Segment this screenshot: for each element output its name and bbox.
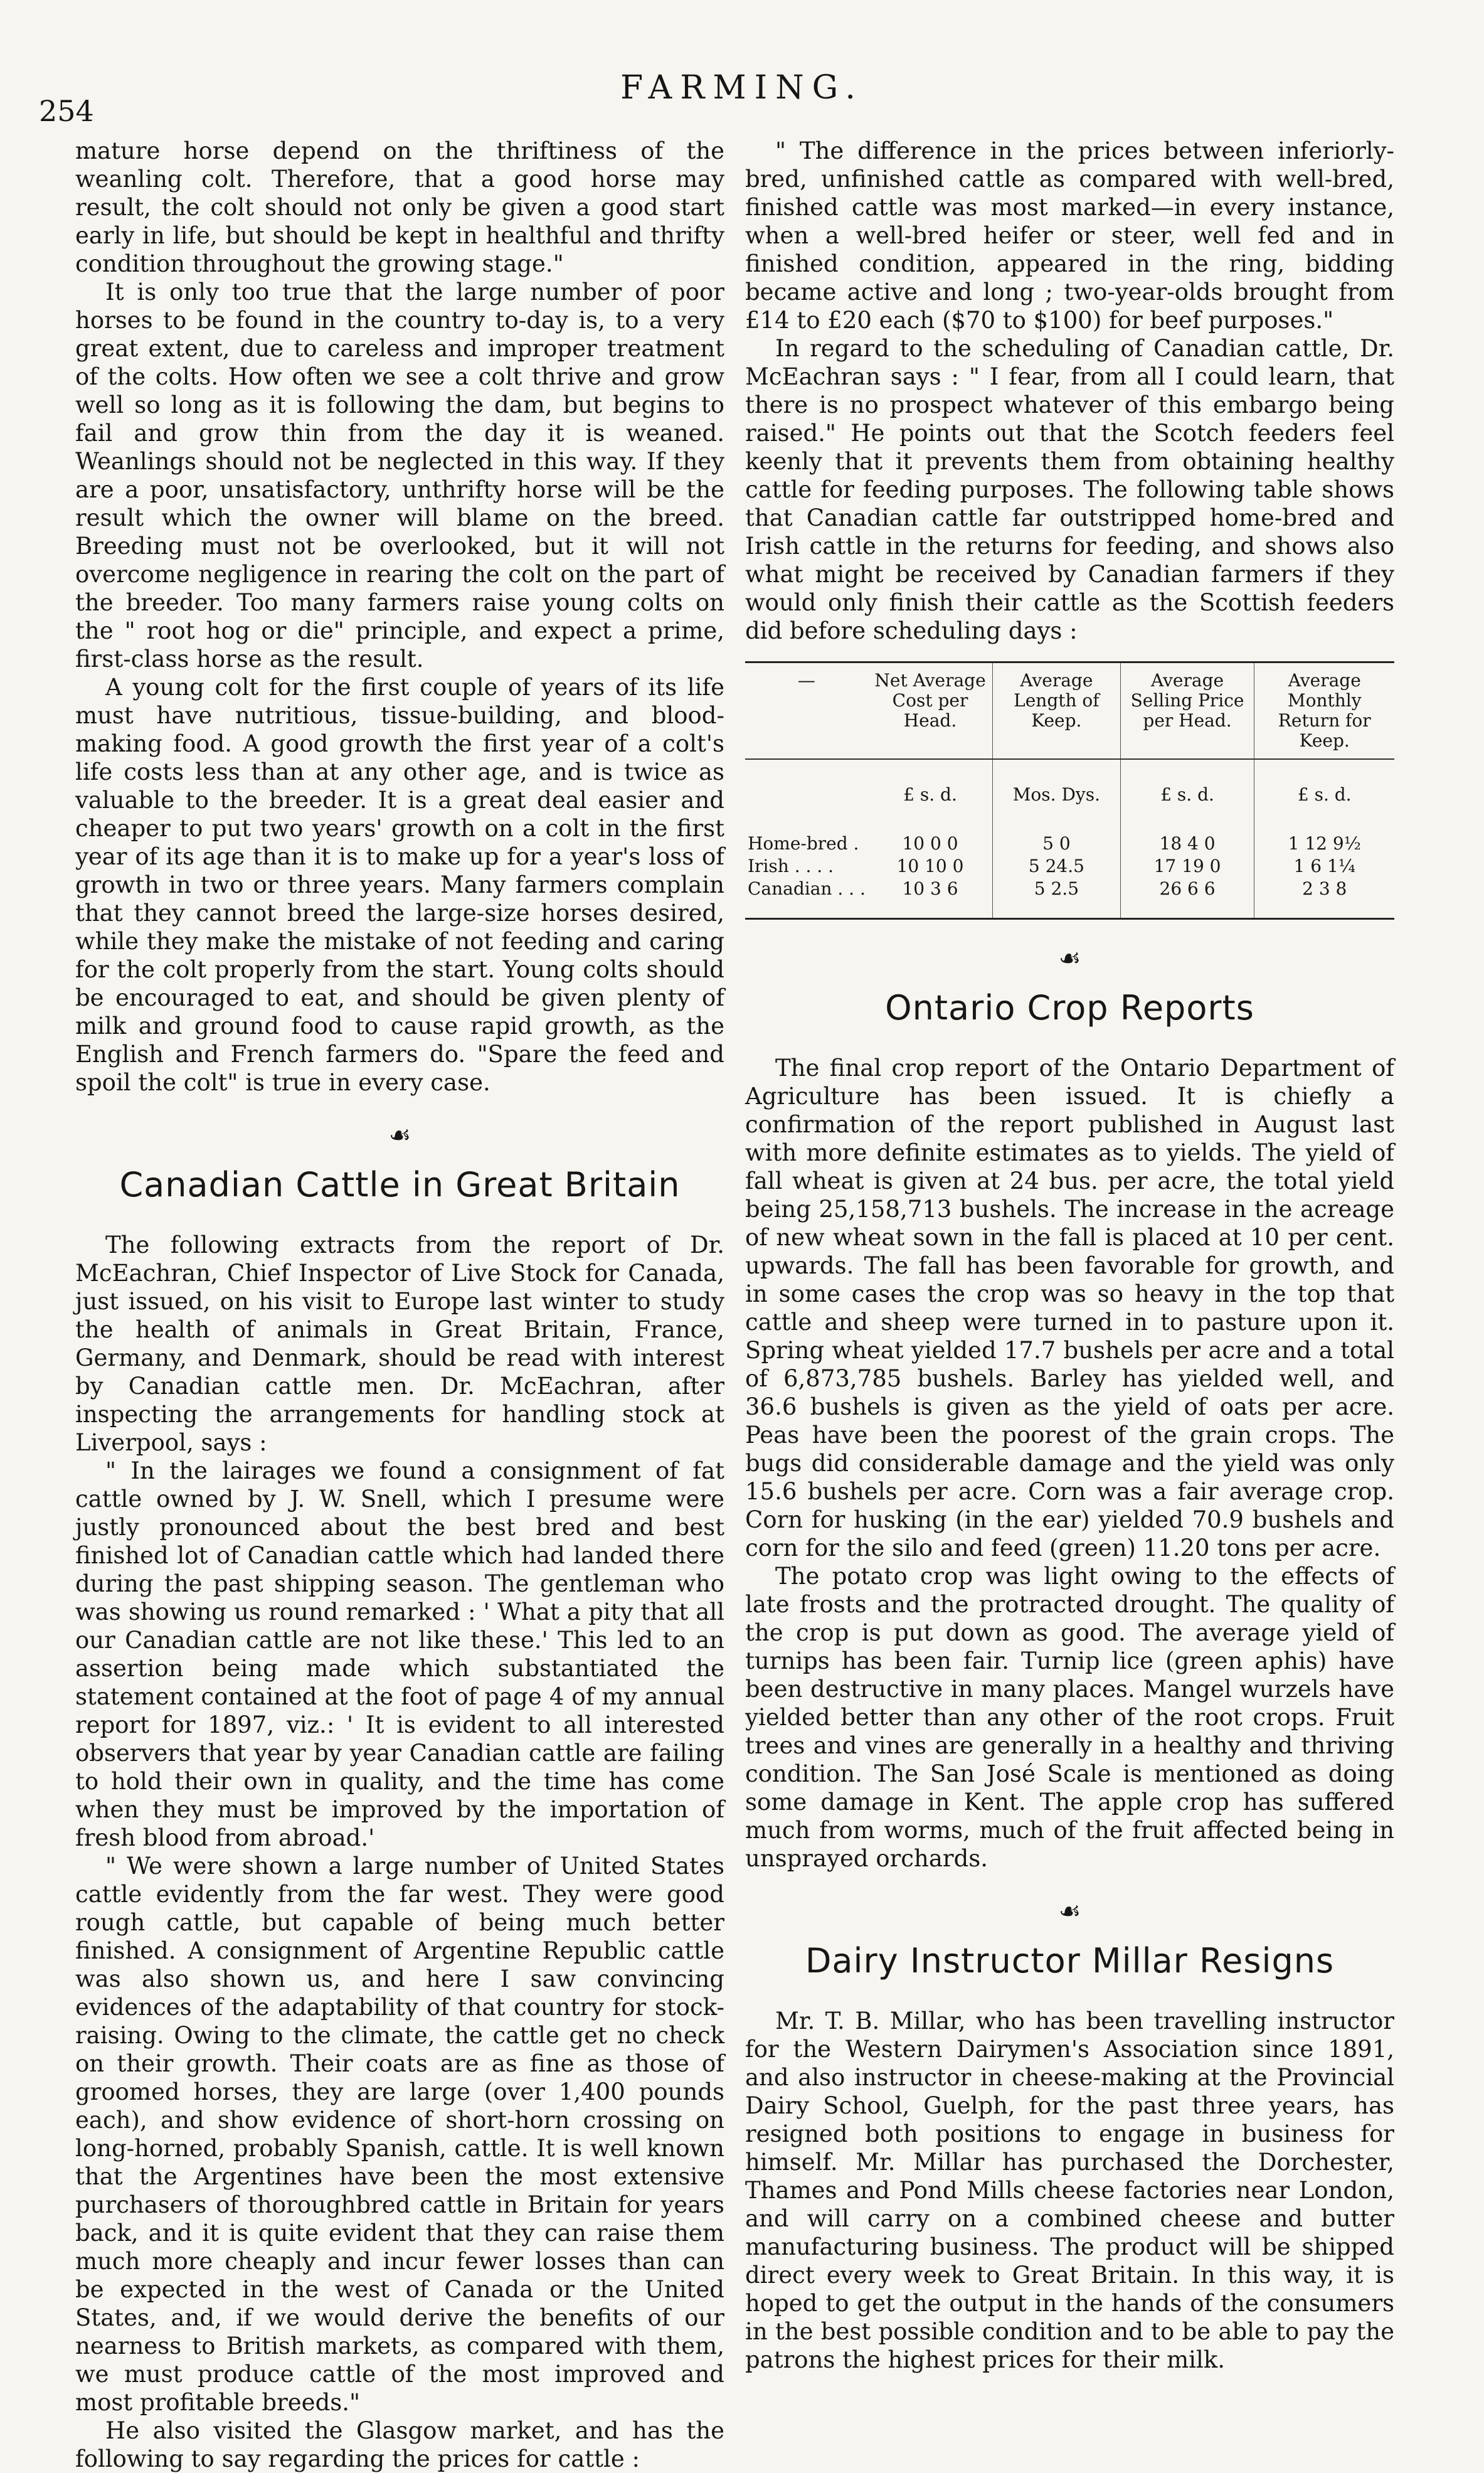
table-cell: £ s. d.	[1120, 759, 1254, 832]
page-number: 254	[39, 94, 94, 128]
section-title-dairy-instructor: Dairy Instructor Millar Resigns	[805, 1941, 1335, 1981]
paragraph: " The difference in the prices between inferiorly-bred, unfinished cattle as compared with well-bred, finished cattle was most marked—in every instance, when a well-bred heifer or steer, well fed and in finished condition, appeared in the ring, bidding became active and long ; two-year-olds brought from £14 to £20 each ($70 to $100) for beef purposes."	[745, 137, 1394, 334]
table-header-row	[745, 662, 1394, 760]
table-row	[745, 832, 1394, 855]
ornament-icon: ☙	[388, 1121, 411, 1150]
table-cell	[745, 759, 868, 832]
table-cell: £ s. d.	[1254, 759, 1394, 832]
paragraph: The following extracts from the report of Dr. McEachran, Chief Inspector of Live Stock for Canada, just issued, on his visit to Europe last winter to study the health of animals in Great Britain, France, Germany, and Denmark, should be read with interest by Canadian cattle men. Dr. McEachran, after inspecting the arrangements for handling stock at Liverpool, says :	[75, 1231, 724, 1456]
table-cell: 2 3 8	[1254, 878, 1394, 919]
table-cell: 5 0	[993, 832, 1120, 855]
table-row	[745, 855, 1394, 878]
table-cell: 10 3 6	[902, 878, 958, 899]
table-row	[745, 878, 1394, 919]
section-title-canadian-cattle: Canadian Cattle in Great Britain	[119, 1165, 681, 1205]
table-cell: 1 6 1¼	[1254, 855, 1394, 878]
table-cell: Home-bred .	[748, 833, 859, 854]
paragraph: The potato crop was light owing to the effects of late frosts and the protracted drought. The quality of the crop is put down as good. The average yield of turnips has been fair. Turnip lice (green aphis) have been destructive in many places. Mangel wurzels have yielded better than any other of the root crops. Fruit trees and vines are generally in a healthy and thriving condition. The San José Scale is mentioned as doing some damage in Kent. The apple crop has suffered much from worms, much of the fruit affected being in unsprayed orchards.	[745, 1563, 1394, 1872]
paragraph: The final crop report of the Ontario Department of Agriculture has been issued. It is chiefly a confirmation of the report published in August last with more definite estimates as to yields. The yield of fall wheat is given at 24 bus. per acre, the total yield being 25,158,713 bushels. The increase in the acreage of new wheat sown in the fall is placed at 10 per cent. upwards. The fall has been favorable for growth, and in some cases the crop was so heavy in the top that cattle and sheep were turned in to pasture upon it. Spring wheat yielded 17.7 bushels per acre and a total of 6,873,785 bushels. Barley has yielded well, and 36.6 bushels is given as the yield of oats per acre. Peas have been the poorest of the grain crops. The bugs did considerable damage and the yield was only 15.6 bushels per acre. Corn was a fair average crop. Corn for husking (in the ear) yielded 70.9 bushels and corn for the silo and feed (green) 11.20 tons per acre.	[745, 1055, 1394, 1561]
table-cell: Canadian . . .	[748, 878, 866, 899]
paragraph: He also visited the Glasgow market, and has the following to say regarding the prices for cattle :	[75, 2417, 724, 2472]
paragraph: " In the lairages we found a consignment of fat cattle owned by J. W. Snell, which I presume were justly pronounced about the best bred and best finished lot of Canadian cattle which had landed there during the past shipping season. The gentleman who was showing us round remarked : ' What a pity that all our Canadian cattle are not like these.' This led to an assertion being made which substantiated the statement contained at the foot of page 4 of my annual report for 1897, viz.: ' It is evident to all interested observers that year by year Canadian cattle are failing to hold their own in quality, and the time has come when they must be improved by the importation of fresh blood from abroad.'	[75, 1457, 724, 1851]
paragraph: Mr. T. B. Millar, who has been travelling instructor for the Western Dairymen's Association since 1891, and also instructor in cheese-making at the Provincial Dairy School, Guelph, for the past three years, has resigned both positions to engage in business for himself. Mr. Millar has purchased the Dorchester, Thames and Pond Mills cheese factories near London, and will carry on a combined cheese and butter manufacturing business. The product will be shipped direct every week to Great Britain. In this way, it is hoped to get the output in the hands of the consumers in the best possible condition and to be able to pay the patrons the highest prices for their milk.	[745, 2008, 1394, 2373]
table-header: Average Length of Keep.	[993, 662, 1120, 760]
paragraph: mature horse depend on the thriftiness of the weanling colt. Therefore, that a good horse may result, the colt should not only be given a good start early in life, but should be kept in healthful and thrifty condition throughout the growing stage."	[75, 137, 724, 277]
cattle-returns-table	[745, 661, 1394, 920]
paragraph: It is only too true that the large number of poor horses to be found in the country to-day is, to a very great extent, due to careless and improper treatment of the colts. How often we see a colt thrive and grow well so long as it is following the dam, but begins to fail and grow thin from the day it is weaned. Weanlings should not be neglected in this way. If they are a poor, unsatisfactory, unthrifty horse will be the result which the owner will blame on the breed. Breeding must not be overlooked, but it will not overcome negligence in rearing the colt on the part of the breeder. Too many farmers raise young colts on the " root hog or die" principle, and expect a prime, first-class horse as the result.	[75, 279, 724, 673]
running-title: FARMING.	[620, 69, 864, 107]
table-header: Average Selling Price per Head.	[1120, 662, 1254, 760]
table-cell: 26 6 6	[1120, 878, 1254, 919]
table-cell: 1 12 9½	[1254, 832, 1394, 855]
paragraph: " We were shown a large number of United States cattle evidently from the far west. They were good rough cattle, but capable of being much better finished. A consignment of Argentine Republic cattle was also shown us, and here I saw convincing evidences of the adaptability of that country for stock-raising. Owing to the climate, the cattle get no check on their growth. Their coats are as fine as those of groomed horses, they are large (over 1,400 pounds each), and show evidence of short-horn crossing on long-horned, probably Spanish, cattle. It is well known that the Argentines have been the most extensive purchasers of thoroughbred cattle in Britain for years back, and it is quite evident that they can raise them much more cheaply and incur fewer losses than can be expected in the west of Canada or the United States, and, if we would derive the benefits of our nearness to British markets, as compared with them, we must produce cattle of the most improved and most profitable breeds."	[75, 1853, 724, 2416]
table-cell: Irish . . . .	[748, 856, 834, 876]
section-title-ontario-crop: Ontario Crop Reports	[885, 988, 1254, 1028]
table-cell: 17 19 0	[1120, 855, 1254, 878]
table-cell: Mos. Dys.	[993, 759, 1120, 832]
table-cell: 5 2.5	[993, 878, 1120, 919]
table-cell: 5 24.5	[993, 855, 1120, 878]
table-header: Average Monthly Return for Keep.	[1254, 662, 1394, 760]
table-units-row	[745, 759, 1394, 832]
left-column	[75, 137, 724, 2473]
table-cell: £ s. d.	[903, 784, 957, 805]
table-header: Net Average Cost per Head.	[868, 662, 993, 760]
paragraph: In regard to the scheduling of Canadian cattle, Dr. McEachran says : " I fear, from all I could learn, that there is no prospect whatever of this embargo being raised." He points out that the Scotch feeders feel keenly that it prevents them from obtaining healthy cattle for feeding purposes. The following table shows that Canadian cattle far outstripped home-bred and Irish cattle in the returns for feeding, and shows also what might be received by Canadian farmers if they would only finish their cattle as the Scottish feeders did before scheduling days :	[745, 335, 1394, 644]
paragraph: A young colt for the first couple of years of its life must have nutritious, tissue-building, and blood-making food. A good growth the first year of a colt's life costs less than at any other age, and is twice as valuable to the breeder. It is a great deal easier and cheaper to put two years' growth on a colt in the first year of its age than it is to make up for a year's loss of growth in two or three years. Many farmers complain that they cannot breed the large-size horses desired, while they make the mistake of not feeding and caring for the colt properly from the start. Young colts should be encouraged to eat, and should be given plenty of milk and ground food to cause rapid growth, as the English and French farmers do. "Spare the feed and spoil the colt" is true in every case.	[75, 674, 724, 1096]
right-column	[745, 137, 1394, 2374]
ornament-icon: ☙	[1058, 1897, 1081, 1926]
table-header: —	[745, 662, 868, 760]
table-cell: 18 4 0	[1120, 832, 1254, 855]
ornament-icon: ☙	[1058, 944, 1081, 973]
table-cell: 10 0 0	[902, 833, 958, 854]
table-cell: 10 10 0	[896, 856, 964, 876]
